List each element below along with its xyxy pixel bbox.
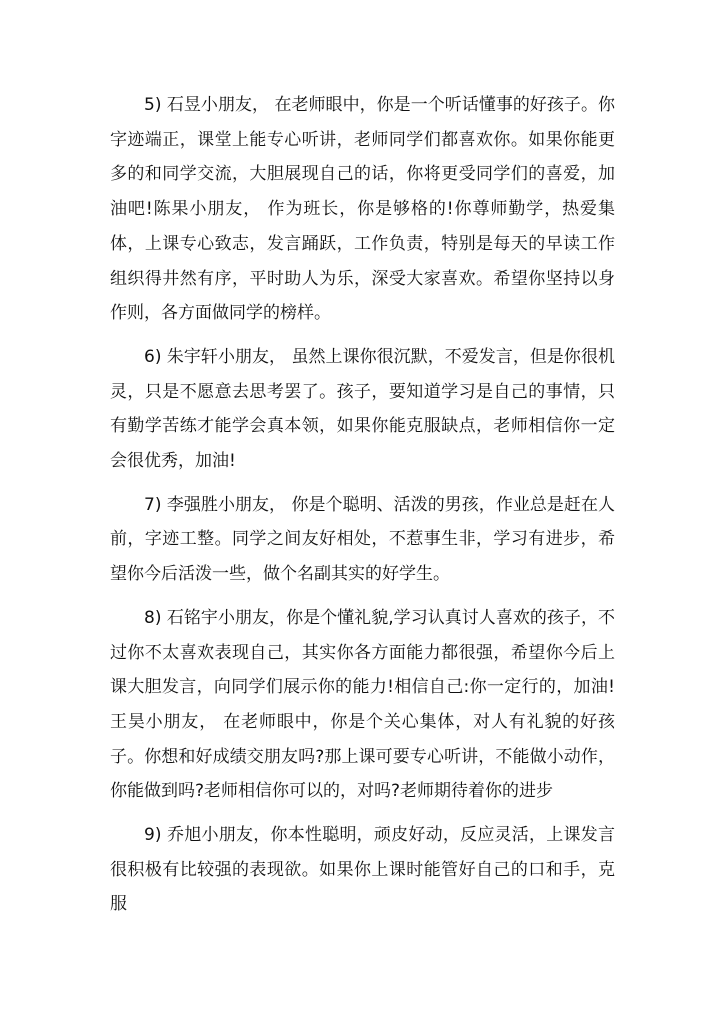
paragraph-7: 7) 李强胜小朋友， 你是个聪明、活泼的男孩，作业总是赶在人前，字迹工整。同学之间友好相处，不惹事生非，学习有进步，希望你今后活泼一些，做个名副其实的好学生。 bbox=[110, 494, 615, 585]
paragraph-5: 5) 石昱小朋友， 在老师眼中，你是一个听话懂事的好孩子。你字迹端正，课堂上能专心听讲，老师同学们都喜欢你。如果你能更多的和同学交流，大胆展现自己的话，你将更受同学们的喜爱，加油吧!陈果小朋友， 作为班长，你是够格的!你尊师勤学，热爱集体，上课专心致志，发言踊跃，工作负责，特别是每天的早读工作组织得井然有序，平时助人为乐，深受大家喜欢。希望你坚持以身作则，各方面做同学的榜样。 bbox=[110, 95, 615, 324]
document-page bbox=[110, 88, 615, 931]
paragraph-8: 8) 石铭宇小朋友，你是个懂礼貌,学习认真讨人喜欢的孩子，不过你不太喜欢表现自己，其实你各方面能力都很强，希望你今后上课大胆发言，向同学们展示你的能力!相信自己:你一定行的，加油!王昊小朋友， 在老师眼中，你是个关心集体，对人有礼貌的好孩子。你想和好成绩交朋友吗?那上课可要专心听讲，不能做小动作，你能做到吗?老师相信你可以的，对吗?老师期待着你的进步 bbox=[110, 607, 615, 802]
paragraph-6: 6) 朱宇轩小朋友， 虽然上课你很沉默，不爱发言，但是你很机灵，只是不愿意去思考罢了。孩子，要知道学习是自己的事情，只有勤学苦练才能学会真本领，如果你能克服缺点，老师相信你一定会很优秀，加油! bbox=[110, 346, 615, 472]
paragraph-9: 9) 乔旭小朋友，你本性聪明，顽皮好动，反应灵活，上课发言很积极有比较强的表现欲。如果你上课时能管好自己的口和手，克服 bbox=[110, 825, 615, 915]
